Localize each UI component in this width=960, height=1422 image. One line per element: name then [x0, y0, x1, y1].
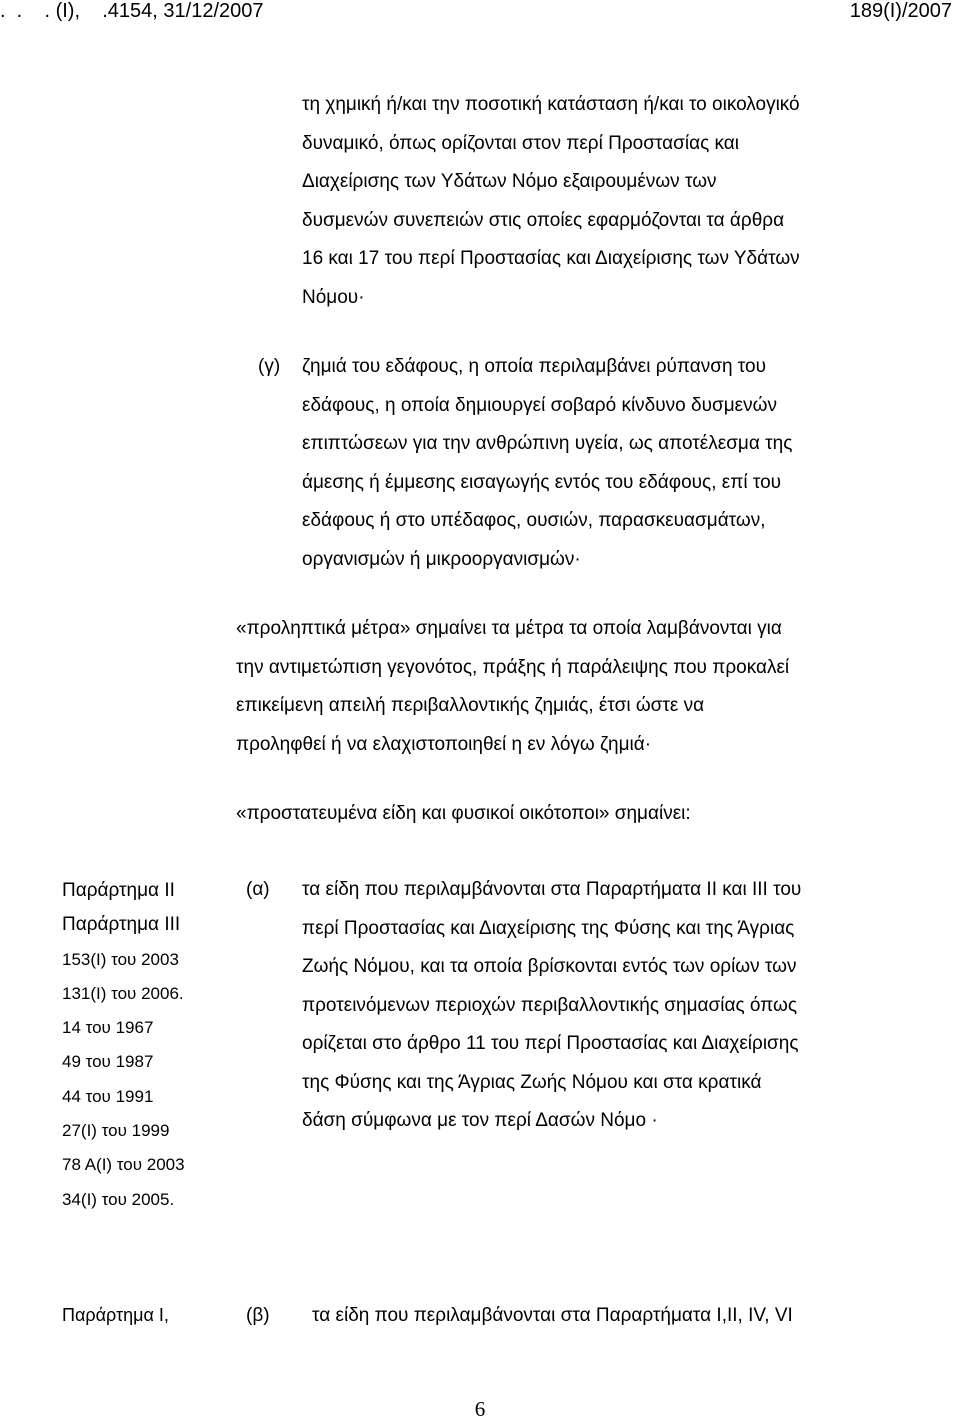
- text-line: δάση σύμφωνα με τον περί Δασών Νόμο ·: [302, 1110, 658, 1131]
- text-line: δυσμενών συνεπειών στις οποίες εφαρμόζονται τα άρθρα: [302, 209, 785, 231]
- text-line: εδάφους, η οποία δημιουργεί σοβαρό κίνδυνο δυσμενών: [302, 394, 777, 416]
- side-note: Παράρτημα ΙΙ: [62, 880, 175, 901]
- text-line: επικείμενη απειλή περιβαλλοντικής ζημιάς, έτσι ώστε να: [236, 695, 705, 716]
- text-line: «προληπτικά μέτρα» σημαίνει τα μέτρα τα οποία λαμβάνονται για: [236, 618, 782, 639]
- item-b-marker: (β): [246, 1305, 270, 1326]
- text-line: εδάφους ή στο υπέδαφος, ουσιών, παρασκευασμάτων,: [302, 510, 766, 531]
- text-line: περί Προστασίας και Διαχείρισης της Φύσης και της Άγριας: [302, 917, 795, 939]
- item-b-text: τα είδη που περιλαμβάνονται στα Παραρτήματα Ι,ΙΙ, ΙV, VI: [312, 1305, 793, 1326]
- text-line: προληφθεί ή να ελαχιστοποιηθεί η εν λόγω ζημιά·: [236, 733, 652, 755]
- side-note: 131(Ι) του 2006.: [62, 983, 184, 1003]
- definition-preventive-measures: [236, 610, 878, 764]
- page-number: 6: [474, 1397, 486, 1421]
- text-line: της Φύσης και της Άγριας Ζωής Νόμου και στα κρατικά: [302, 1071, 762, 1093]
- text-line: τα είδη που περιλαμβάνονται στα Παραρτήματα ΙΙ και ΙΙΙ του: [302, 879, 802, 900]
- item-a-side-notes: [62, 874, 185, 1217]
- side-note: 34(Ι) του 2005.: [62, 1189, 175, 1209]
- side-note: 44 του 1991: [62, 1086, 154, 1106]
- item-a-paragraph: [302, 871, 878, 1141]
- text-line: ορίζεται στο άρθρο 11 του περί Προστασίας και Διαχείρισης: [302, 1033, 799, 1054]
- text-line: δυναμικό, όπως ορίζονται στον περί Προστασίας και: [302, 132, 739, 154]
- item-g-marker: (γ): [258, 356, 281, 377]
- text-line: 16 και 17 του περί Προστασίας και Διαχείρισης των Υδάτων: [302, 248, 800, 269]
- side-note: 27(Ι) του 1999: [62, 1121, 170, 1141]
- side-note: 49 του 1987: [62, 1052, 154, 1072]
- item-b-side-note: Παράρτημα Ι,: [62, 1305, 169, 1325]
- text-line: Ζωής Νόμου, και τα οποία βρίσκονται εντός των ορίων των: [302, 956, 797, 977]
- text-line: οργανισμών ή μικροοργανισμών·: [302, 548, 581, 570]
- text-line: Διαχείρισης των Υδάτων Νόμο εξαιρουμένων των: [302, 171, 717, 192]
- header-right: 189(Ι)/2007: [849, 0, 952, 22]
- text-line: επιπτώσεων για την ανθρώπινη υγεία, ως αποτέλεσμα της: [302, 433, 793, 454]
- item-a-marker: (α): [246, 879, 270, 900]
- text-line: προτεινόμενων περιοχών περιβαλλοντικής σημασίας όπως: [302, 994, 798, 1016]
- item-g-paragraph: [302, 348, 878, 579]
- text-line: την αντιμετώπιση γεγονότος, πράξης ή παράλειψης που προκαλεί: [236, 656, 790, 678]
- side-note: 153(Ι) του 2003: [62, 949, 179, 969]
- text-line: τη χημική ή/και την ποσοτική κατάσταση ή/και το οικολογικό: [302, 94, 800, 115]
- side-note: Παράρτημα ΙΙΙ: [62, 914, 181, 936]
- side-note: 78 Α(Ι) του 2003: [62, 1155, 185, 1175]
- text-line: ζημιά του εδάφους, η οποία περιλαμβάνει ρύπανση του: [302, 356, 766, 377]
- header-left: . . . (Ι), .4154, 31/12/2007: [0, 0, 264, 22]
- side-note: 14 του 1967: [62, 1018, 154, 1038]
- definition-protected-species: «προστατευμένα είδη και φυσικοί οικότοποι» σημαίνει:: [236, 803, 691, 824]
- text-line: άμεσης ή έμμεσης εισαγωγής εντός του εδάφους, επί του: [302, 471, 782, 493]
- continuation-paragraph: [302, 86, 878, 317]
- text-line: Νόμου·: [302, 286, 365, 308]
